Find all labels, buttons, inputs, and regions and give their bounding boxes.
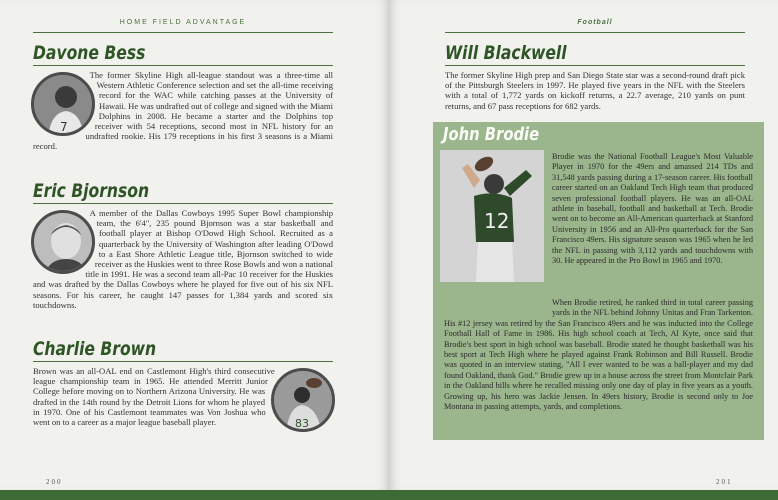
- brodie-photo: [440, 150, 544, 282]
- football-player-icon: [34, 75, 95, 136]
- brown-text: Brown was an all-OAL end on Castlemont High's third consecutive league championship team in 1965. He attended Merritt Junior College before moving on to Northern Arizona University. He was drafted in the 14th round by the Detroit Lions for whom he played in 1970. One of his Castlemont teammates was Von Joshua who went on to a career as a major league baseball player.: [33, 366, 275, 428]
- brown-heading: Charlie Brown: [33, 338, 157, 360]
- portrait-icon: [34, 213, 95, 274]
- brodie-text-2-container: [444, 298, 753, 412]
- brown-photo: [271, 368, 335, 432]
- brown-article: [33, 366, 333, 434]
- blackwell-text: The former Skyline High prep and San Diego State star was a second-round draft pick of the Pittsburgh Steelers in 1997. He played five years in the NFL with the Steelers with a total of 1,772 yards on kickoff returns, a 22.7 average, 210 yards on punt returns, and 67 pass receptions for 682 yards.: [445, 70, 745, 111]
- bjornson-photo: [31, 210, 95, 274]
- quarterback-throwing-icon: [440, 150, 544, 282]
- brown-rule: [33, 361, 333, 362]
- svg-text:12: 12: [484, 209, 510, 233]
- bess-rule: [33, 65, 333, 66]
- bjornson-rule: [33, 203, 333, 204]
- bjornson-article: [33, 208, 333, 310]
- page-number-right: 201: [716, 478, 733, 486]
- brodie-heading: John Brodie: [443, 124, 540, 145]
- page-number-left: 200: [46, 478, 63, 486]
- receiver-catching-icon: [274, 371, 335, 432]
- running-head-right: Football: [445, 19, 745, 33]
- blackwell-rule: [445, 65, 745, 66]
- bess-text: The former Skyline High all-league standout was a three-time all Western Athletic Conference selection and set the all-time receiving record for the WAC while catching passes at the University of Hawaii. He was undrafted out of college and signed with the Miami Dolphins in 2008. He became a starter and the Dolphins top receiver with 54 receptions, second most in NFL history for an undrafted rookie. His 179 receptions in his first 3 seasons is a Miami record.: [33, 70, 333, 152]
- blackwell-heading: Will Blackwell: [445, 42, 567, 64]
- bjornson-text: A member of the Dallas Cowboys 1995 Super Bowl championship team, the 6'4", 235 pound Bjornson was a star basketball and football player at Bishop O'Dowd High School. Recruited as a quarterback by the University of Washington after leading O'Dowd to a East Shore Athletic League title, Bjornson switched to wide receiver as the Huskies went to three Rose Bowls and won a national title in 1991. He was a second team all-Pac 10 receiver for the Huskies and was drafted by the Dallas Cowboys where he played for five out of his six NFL seasons. For his career, he caught 147 passes for 1,384 yards and scored six touchdowns.: [33, 208, 333, 310]
- brodie-text-2: When Brodie retired, he ranked third in total career passing yards in the NFL behind Johnny Unitas and Fran Tarkenton. His #12 jersey was retired by the San Francisco 49ers and he was inducted into the College Football Hall of Fame in 1986. His high school coach at Tech, Al Kyte, once said that Brodie's best sport in high school was baseball. Brodie stated he thought basketball was his best sport at Tech High where he played against Frank Robinson and Bill Russell. Brodie was quoted in an interview stating, "All I ever wanted to be was a ball-player and my dad found Oakland, thank God." Brodie grew up in a house across the street from Montclair Park in the Oakland hills where he recalled missing only one day of play in five years as a youth. Growing up, his hero was Jackie Jensen. In 49ers history, Brodie is second only to Joe Montana in passing attempts, yards, and completions.: [444, 298, 753, 412]
- bess-heading: Davone Bess: [33, 42, 146, 64]
- running-head-left: HOME FIELD ADVANTAGE: [33, 19, 333, 33]
- svg-text:83: 83: [295, 417, 309, 430]
- bjornson-heading: Eric Bjornson: [33, 180, 150, 202]
- brodie-text-1: Brodie was the National Football League's Most Valuable Player in 1970 for the 49ers and amassed 214 TDs and 31,548 yards passing during a 17-season career. His football career started on an Oakland Tech High team that produced seven professional football players. He was an all-OAL athlete in baseball, football and basketball at Tech. Brodie went on to become an All-American quarterback at Stanford University in 1956 and an All-Pro quarterback for the San Francisco 49ers. His signature season was 1965 when he led the NFL in passing with 3,112 yards and touchdowns with 30. He appeared in the Pro Bowl in 1965 and 1970.: [552, 152, 753, 266]
- bottom-green-bar: [0, 490, 778, 500]
- bess-article: [33, 70, 333, 152]
- bess-photo: [31, 72, 95, 136]
- svg-text:7: 7: [60, 120, 68, 134]
